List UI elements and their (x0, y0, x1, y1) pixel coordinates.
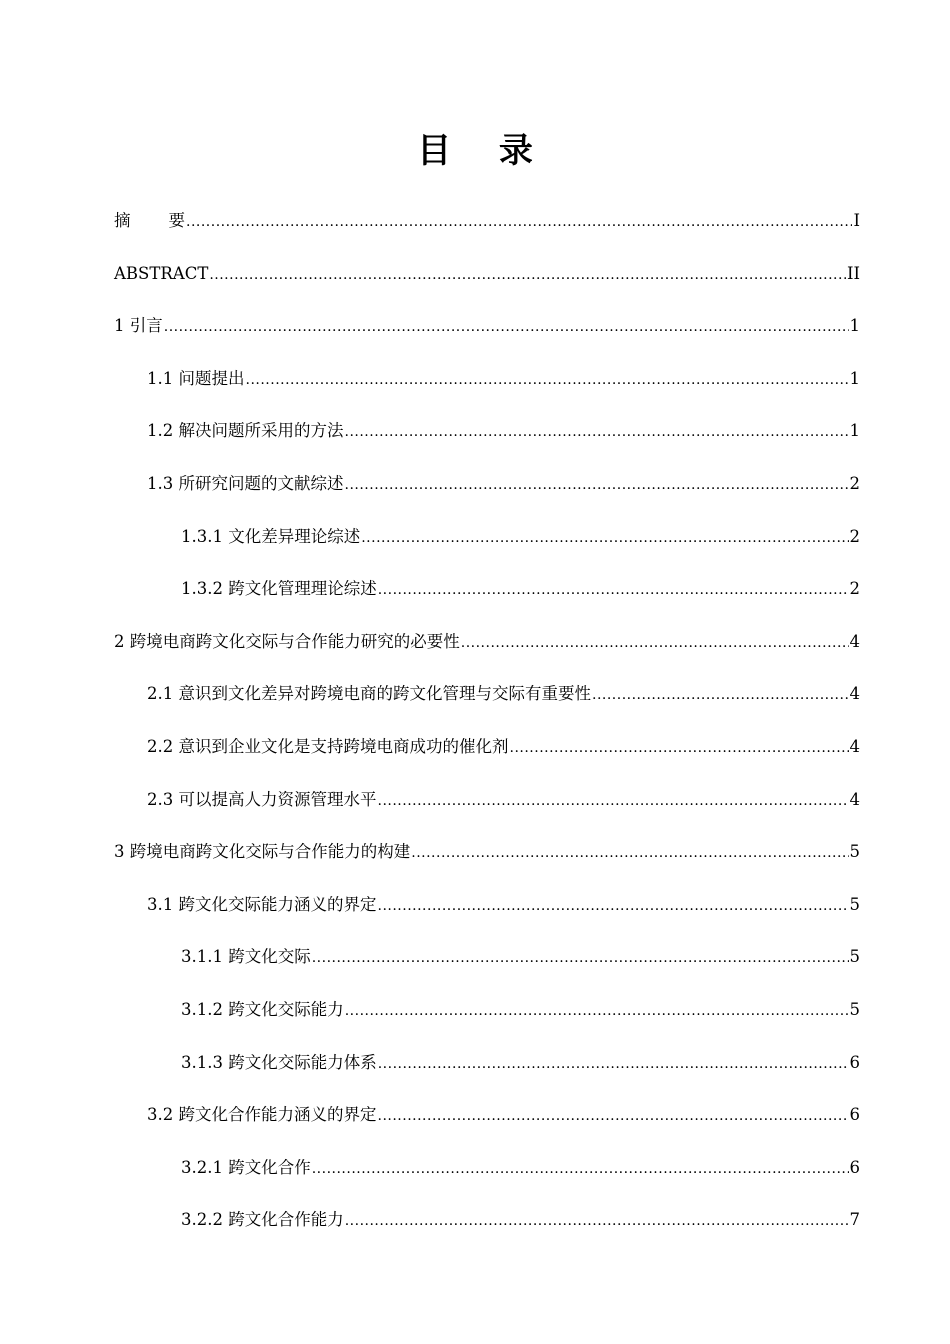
toc-entry-text: 2.3 可以提高人力资源管理水平 (147, 789, 377, 809)
toc-page-number: 6 (849, 1052, 860, 1072)
toc-entry-chapter-1[interactable] (114, 300, 860, 353)
dot-leader (186, 196, 852, 249)
toc-entry-text: 1.1 问题提出 (147, 368, 245, 388)
toc-entry-text: 2.2 意识到企业文化是支持跨境电商成功的催化剂 (147, 736, 509, 756)
toc-entry-text: 1.3.1 文化差异理论综述 (181, 526, 361, 546)
toc-entry-section-1-2[interactable] (114, 405, 860, 458)
toc-entry-text: 3.2.2 跨文化合作能力 (181, 1210, 344, 1230)
dot-leader (345, 459, 849, 512)
toc-page-number: 5 (849, 894, 860, 914)
dot-leader (378, 880, 849, 933)
toc-entry-text: 2.1 意识到文化差异对跨境电商的跨文化管理与交际有重要性 (147, 684, 591, 704)
toc-entry-section-1-3-2[interactable] (114, 563, 860, 616)
toc-entry-section-3-1-3[interactable] (114, 1037, 860, 1090)
dot-leader (312, 1143, 849, 1196)
toc-page-number: II (846, 263, 860, 283)
toc-page-number: 4 (849, 789, 860, 809)
toc-entry-section-1-1[interactable] (114, 353, 860, 406)
toc-entry-text: 1.2 解决问题所采用的方法 (147, 421, 344, 441)
dot-leader (378, 1038, 849, 1091)
toc-list (114, 195, 860, 1247)
toc-entry-text: 2 跨境电商跨文化交际与合作能力研究的必要性 (114, 631, 460, 651)
toc-entry-section-2-1[interactable] (114, 668, 860, 721)
toc-entry-text: 3.1.1 跨文化交际 (181, 947, 311, 967)
dot-leader (411, 827, 848, 880)
toc-entry-section-2-3[interactable] (114, 774, 860, 827)
toc-page-number: 1 (849, 316, 860, 336)
toc-entry-section-3-2[interactable] (114, 1089, 860, 1142)
toc-page-number: I (853, 211, 860, 230)
dot-leader (592, 669, 849, 722)
toc-page-number: 4 (849, 736, 860, 756)
toc-page-number: 7 (849, 1210, 860, 1230)
toc-entry-text: 3.1 跨文化交际能力涵义的界定 (147, 894, 377, 914)
toc-page-number: 1 (849, 421, 860, 441)
toc-entry-section-1-3-1[interactable] (114, 511, 860, 564)
toc-entry-section-3-2-1[interactable] (114, 1142, 860, 1195)
toc-entry-chapter-2[interactable] (114, 616, 860, 669)
dot-leader (361, 512, 848, 565)
toc-page-number: 2 (849, 526, 860, 546)
dot-leader (378, 564, 849, 617)
toc-title: 目 录 (417, 131, 551, 171)
dot-leader (246, 354, 849, 407)
dot-leader (209, 249, 846, 302)
dot-leader (164, 301, 849, 354)
toc-entry-text: 1.3 所研究问题的文献综述 (147, 473, 344, 493)
toc-entry-section-3-2-2[interactable] (114, 1194, 860, 1247)
toc-entry-text: 3.1.3 跨文化交际能力体系 (181, 1052, 377, 1072)
toc-page-number: 6 (849, 1105, 860, 1125)
toc-entry-text: 3.2 跨文化合作能力涵义的界定 (147, 1105, 377, 1125)
toc-entry-section-3-1-2[interactable] (114, 984, 860, 1037)
dot-leader (312, 932, 849, 985)
dot-leader (345, 985, 849, 1038)
dot-leader (345, 406, 849, 459)
toc-entry-section-3-1-1[interactable] (114, 931, 860, 984)
toc-entry-abstract-cn[interactable] (114, 195, 860, 248)
toc-page-number: 6 (849, 1157, 860, 1177)
toc-entry-text: 1.3.2 跨文化管理理论综述 (181, 579, 377, 599)
toc-page-number: 4 (849, 631, 860, 651)
toc-page-number: 4 (849, 684, 860, 704)
toc-page-number: 5 (849, 842, 860, 862)
toc-page-number: 5 (849, 999, 860, 1019)
dot-leader (378, 775, 849, 828)
toc-entry-section-1-3[interactable] (114, 458, 860, 511)
dot-leader (378, 1090, 849, 1143)
dot-leader (345, 1195, 849, 1248)
toc-entry-text: 3 跨境电商跨文化交际与合作能力的构建 (114, 842, 411, 862)
toc-entry-text: ABSTRACT (114, 263, 209, 283)
toc-entry-section-2-2[interactable] (114, 721, 860, 774)
toc-page-number: 2 (849, 473, 860, 493)
toc-page-number: 2 (849, 579, 860, 599)
toc-entry-text: 摘 (114, 211, 169, 230)
toc-entry-text: 3.1.2 跨文化交际能力 (181, 999, 344, 1019)
toc-entry-text: 1 引言 (114, 316, 163, 336)
toc-entry-text: 3.2.1 跨文化合作 (181, 1157, 311, 1177)
toc-entry-text: 要 (168, 211, 185, 230)
toc-entry-chapter-3[interactable] (114, 826, 860, 879)
toc-page-number: 1 (849, 368, 860, 388)
toc-entry-abstract-en[interactable] (114, 248, 860, 301)
toc-entry-section-3-1[interactable] (114, 879, 860, 932)
toc-page-number: 5 (849, 947, 860, 967)
dot-leader (510, 722, 849, 775)
dot-leader (461, 617, 849, 670)
